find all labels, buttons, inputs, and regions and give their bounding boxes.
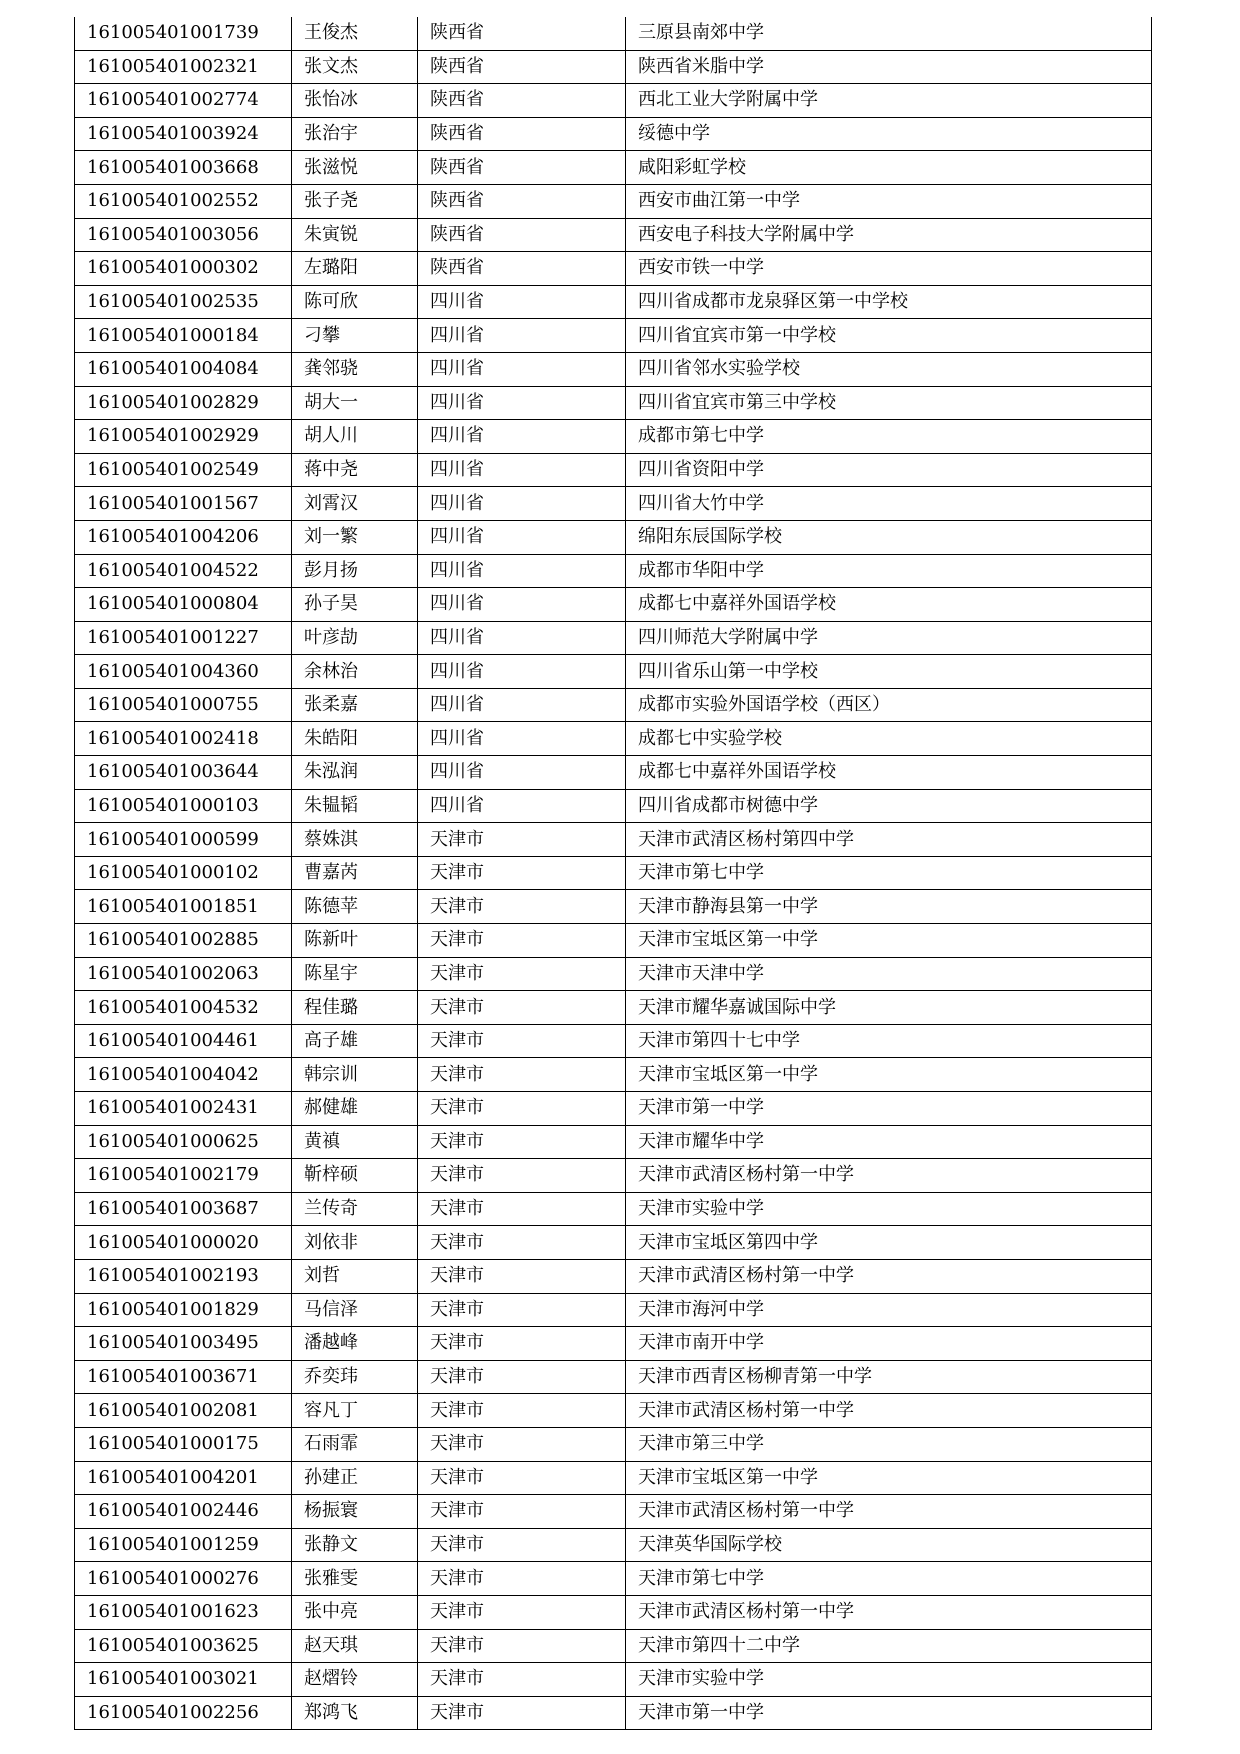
student-name-cell: 刘霄汉 — [292, 487, 418, 521]
table-row — [75, 17, 1152, 50]
school-cell: 成都七中实验学校 — [626, 722, 1152, 756]
registration-id-cell: 161005401002774 — [75, 84, 292, 118]
province-cell: 天津市 — [418, 1595, 626, 1629]
registration-id-cell: 161005401000804 — [75, 588, 292, 622]
province-cell: 天津市 — [418, 1024, 626, 1058]
school-cell: 天津市实验中学 — [626, 1663, 1152, 1697]
registration-id-cell: 161005401002081 — [75, 1394, 292, 1428]
school-cell: 天津市武清区杨村第一中学 — [626, 1595, 1152, 1629]
province-cell: 四川省 — [418, 285, 626, 319]
table-row — [75, 1092, 1152, 1126]
province-cell: 陕西省 — [418, 218, 626, 252]
province-cell: 天津市 — [418, 1461, 626, 1495]
registration-id-cell: 161005401000625 — [75, 1125, 292, 1159]
province-cell: 四川省 — [418, 453, 626, 487]
province-cell: 四川省 — [418, 420, 626, 454]
table-row — [75, 453, 1152, 487]
table-row — [75, 50, 1152, 84]
student-name-cell: 张滋悦 — [292, 151, 418, 185]
province-cell: 天津市 — [418, 1562, 626, 1596]
registration-id-cell: 161005401004532 — [75, 991, 292, 1025]
table-row — [75, 924, 1152, 958]
table-row — [75, 688, 1152, 722]
student-name-cell: 余林治 — [292, 655, 418, 689]
school-cell: 成都市实验外国语学校（西区） — [626, 688, 1152, 722]
student-name-cell: 朱韫韬 — [292, 789, 418, 823]
student-name-cell: 赵天琪 — [292, 1629, 418, 1663]
registration-id-cell: 161005401001227 — [75, 621, 292, 655]
table-row — [75, 991, 1152, 1025]
student-name-cell: 孙子昊 — [292, 588, 418, 622]
school-cell: 天津市第一中学 — [626, 1092, 1152, 1126]
registration-id-cell: 161005401004206 — [75, 520, 292, 554]
registration-id-cell: 161005401004360 — [75, 655, 292, 689]
student-name-cell: 石雨霏 — [292, 1427, 418, 1461]
school-cell: 陕西省米脂中学 — [626, 50, 1152, 84]
province-cell: 四川省 — [418, 621, 626, 655]
table-row — [75, 890, 1152, 924]
registration-id-cell: 161005401003056 — [75, 218, 292, 252]
table-row — [75, 352, 1152, 386]
registration-id-cell: 161005401004201 — [75, 1461, 292, 1495]
roster-page — [74, 17, 1151, 1730]
school-cell: 天津市第七中学 — [626, 1562, 1152, 1596]
table-row — [75, 621, 1152, 655]
table-row — [75, 84, 1152, 118]
table-row — [75, 1327, 1152, 1361]
province-cell: 天津市 — [418, 823, 626, 857]
registration-id-cell: 161005401000103 — [75, 789, 292, 823]
school-cell: 天津市宝坻区第四中学 — [626, 1226, 1152, 1260]
registration-id-cell: 161005401004042 — [75, 1058, 292, 1092]
student-name-cell: 赵熠铃 — [292, 1663, 418, 1697]
school-cell: 西安电子科技大学附属中学 — [626, 218, 1152, 252]
table-row — [75, 520, 1152, 554]
student-name-cell: 潘越峰 — [292, 1327, 418, 1361]
school-cell: 成都七中嘉祥外国语学校 — [626, 588, 1152, 622]
school-cell: 四川省成都市龙泉驿区第一中学校 — [626, 285, 1152, 319]
registration-id-cell: 161005401000184 — [75, 319, 292, 353]
province-cell: 陕西省 — [418, 84, 626, 118]
registration-id-cell: 161005401000020 — [75, 1226, 292, 1260]
registration-id-cell: 161005401002929 — [75, 420, 292, 454]
school-cell: 四川省邻水实验学校 — [626, 352, 1152, 386]
student-name-cell: 胡人川 — [292, 420, 418, 454]
roster-body — [75, 17, 1152, 1730]
student-name-cell: 陈星宇 — [292, 957, 418, 991]
school-cell: 四川省乐山第一中学校 — [626, 655, 1152, 689]
student-name-cell: 张文杰 — [292, 50, 418, 84]
table-row — [75, 1159, 1152, 1193]
school-cell: 四川省资阳中学 — [626, 453, 1152, 487]
province-cell: 陕西省 — [418, 17, 626, 50]
province-cell: 天津市 — [418, 1259, 626, 1293]
table-row — [75, 823, 1152, 857]
province-cell: 陕西省 — [418, 117, 626, 151]
province-cell: 陕西省 — [418, 184, 626, 218]
table-row — [75, 1125, 1152, 1159]
table-row — [75, 789, 1152, 823]
registration-id-cell: 161005401002193 — [75, 1259, 292, 1293]
student-name-cell: 韩宗训 — [292, 1058, 418, 1092]
table-row — [75, 1226, 1152, 1260]
registration-id-cell: 161005401003924 — [75, 117, 292, 151]
province-cell: 天津市 — [418, 1192, 626, 1226]
student-name-cell: 曹嘉芮 — [292, 856, 418, 890]
school-cell: 四川省成都市树德中学 — [626, 789, 1152, 823]
province-cell: 四川省 — [418, 520, 626, 554]
student-name-cell: 叶彦劼 — [292, 621, 418, 655]
school-cell: 天津市第三中学 — [626, 1427, 1152, 1461]
registration-id-cell: 161005401004084 — [75, 352, 292, 386]
table-row — [75, 1696, 1152, 1730]
school-cell: 四川省宜宾市第三中学校 — [626, 386, 1152, 420]
school-cell: 三原县南郊中学 — [626, 17, 1152, 50]
province-cell: 天津市 — [418, 957, 626, 991]
school-cell: 天津市耀华嘉诚国际中学 — [626, 991, 1152, 1025]
student-name-cell: 张治宇 — [292, 117, 418, 151]
table-row — [75, 1528, 1152, 1562]
school-cell: 成都市第七中学 — [626, 420, 1152, 454]
registration-id-cell: 161005401003671 — [75, 1360, 292, 1394]
school-cell: 西北工业大学附属中学 — [626, 84, 1152, 118]
student-name-cell: 黄禛 — [292, 1125, 418, 1159]
province-cell: 四川省 — [418, 554, 626, 588]
registration-id-cell: 161005401000175 — [75, 1427, 292, 1461]
student-name-cell: 程佳璐 — [292, 991, 418, 1025]
registration-id-cell: 161005401002446 — [75, 1495, 292, 1529]
table-row — [75, 1024, 1152, 1058]
school-cell: 四川师范大学附属中学 — [626, 621, 1152, 655]
registration-id-cell: 161005401000102 — [75, 856, 292, 890]
province-cell: 天津市 — [418, 1696, 626, 1730]
registration-id-cell: 161005401001739 — [75, 17, 292, 50]
registration-id-cell: 161005401003625 — [75, 1629, 292, 1663]
student-name-cell: 龚邻骁 — [292, 352, 418, 386]
table-row — [75, 1595, 1152, 1629]
student-name-cell: 张中亮 — [292, 1595, 418, 1629]
registration-id-cell: 161005401001567 — [75, 487, 292, 521]
registration-id-cell: 161005401001851 — [75, 890, 292, 924]
province-cell: 天津市 — [418, 1226, 626, 1260]
student-name-cell: 刁攀 — [292, 319, 418, 353]
table-row — [75, 1629, 1152, 1663]
province-cell: 天津市 — [418, 991, 626, 1025]
province-cell: 四川省 — [418, 688, 626, 722]
registration-id-cell: 161005401003495 — [75, 1327, 292, 1361]
province-cell: 陕西省 — [418, 50, 626, 84]
school-cell: 天津市武清区杨村第一中学 — [626, 1495, 1152, 1529]
school-cell: 天津市武清区杨村第四中学 — [626, 823, 1152, 857]
student-name-cell: 张怡冰 — [292, 84, 418, 118]
registration-id-cell: 161005401000599 — [75, 823, 292, 857]
student-name-cell: 刘一繁 — [292, 520, 418, 554]
registration-id-cell: 161005401004461 — [75, 1024, 292, 1058]
student-name-cell: 彭月扬 — [292, 554, 418, 588]
school-cell: 天津市武清区杨村第一中学 — [626, 1394, 1152, 1428]
registration-id-cell: 161005401002256 — [75, 1696, 292, 1730]
province-cell: 天津市 — [418, 1360, 626, 1394]
student-name-cell: 朱寅锐 — [292, 218, 418, 252]
table-row — [75, 1663, 1152, 1697]
table-row — [75, 151, 1152, 185]
table-row — [75, 756, 1152, 790]
school-cell: 西安市铁一中学 — [626, 252, 1152, 286]
province-cell: 天津市 — [418, 1394, 626, 1428]
table-row — [75, 1058, 1152, 1092]
student-name-cell: 张子尧 — [292, 184, 418, 218]
school-cell: 绥德中学 — [626, 117, 1152, 151]
school-cell: 天津英华国际学校 — [626, 1528, 1152, 1562]
table-row — [75, 1293, 1152, 1327]
school-cell: 天津市静海县第一中学 — [626, 890, 1152, 924]
student-name-cell: 陈新叶 — [292, 924, 418, 958]
province-cell: 四川省 — [418, 319, 626, 353]
table-row — [75, 285, 1152, 319]
table-row — [75, 722, 1152, 756]
table-row — [75, 386, 1152, 420]
school-cell: 天津市武清区杨村第一中学 — [626, 1259, 1152, 1293]
province-cell: 天津市 — [418, 1427, 626, 1461]
student-name-cell: 马信泽 — [292, 1293, 418, 1327]
table-row — [75, 1427, 1152, 1461]
registration-id-cell: 161005401003687 — [75, 1192, 292, 1226]
table-row — [75, 1192, 1152, 1226]
student-name-cell: 乔奕玮 — [292, 1360, 418, 1394]
registration-id-cell: 161005401000302 — [75, 252, 292, 286]
table-row — [75, 420, 1152, 454]
table-row — [75, 1495, 1152, 1529]
registration-id-cell: 161005401001829 — [75, 1293, 292, 1327]
registration-id-cell: 161005401003021 — [75, 1663, 292, 1697]
province-cell: 四川省 — [418, 789, 626, 823]
province-cell: 四川省 — [418, 352, 626, 386]
school-cell: 天津市第四十七中学 — [626, 1024, 1152, 1058]
province-cell: 天津市 — [418, 1092, 626, 1126]
school-cell: 天津市海河中学 — [626, 1293, 1152, 1327]
school-cell: 天津市第四十二中学 — [626, 1629, 1152, 1663]
table-row — [75, 1360, 1152, 1394]
school-cell: 成都七中嘉祥外国语学校 — [626, 756, 1152, 790]
province-cell: 天津市 — [418, 1058, 626, 1092]
table-row — [75, 252, 1152, 286]
student-name-cell: 郝健雄 — [292, 1092, 418, 1126]
table-row — [75, 1461, 1152, 1495]
registration-id-cell: 161005401002829 — [75, 386, 292, 420]
student-name-cell: 杨振寰 — [292, 1495, 418, 1529]
student-name-cell: 王俊杰 — [292, 17, 418, 50]
province-cell: 天津市 — [418, 1293, 626, 1327]
province-cell: 天津市 — [418, 1528, 626, 1562]
registration-id-cell: 161005401000755 — [75, 688, 292, 722]
registration-id-cell: 161005401002549 — [75, 453, 292, 487]
student-name-cell: 朱皓阳 — [292, 722, 418, 756]
school-cell: 天津市宝坻区第一中学 — [626, 1058, 1152, 1092]
student-name-cell: 靳梓硕 — [292, 1159, 418, 1193]
school-cell: 四川省宜宾市第一中学校 — [626, 319, 1152, 353]
province-cell: 天津市 — [418, 856, 626, 890]
registration-id-cell: 161005401002535 — [75, 285, 292, 319]
school-cell: 绵阳东辰国际学校 — [626, 520, 1152, 554]
school-cell: 天津市宝坻区第一中学 — [626, 1461, 1152, 1495]
school-cell: 天津市宝坻区第一中学 — [626, 924, 1152, 958]
school-cell: 天津市耀华中学 — [626, 1125, 1152, 1159]
student-name-cell: 刘哲 — [292, 1259, 418, 1293]
table-row — [75, 1394, 1152, 1428]
table-row — [75, 184, 1152, 218]
registration-id-cell: 161005401001623 — [75, 1595, 292, 1629]
province-cell: 陕西省 — [418, 252, 626, 286]
province-cell: 天津市 — [418, 1495, 626, 1529]
registration-id-cell: 161005401002418 — [75, 722, 292, 756]
school-cell: 咸阳彩虹学校 — [626, 151, 1152, 185]
school-cell: 天津市天津中学 — [626, 957, 1152, 991]
school-cell: 天津市第七中学 — [626, 856, 1152, 890]
school-cell: 天津市实验中学 — [626, 1192, 1152, 1226]
province-cell: 天津市 — [418, 1327, 626, 1361]
student-name-cell: 朱泓润 — [292, 756, 418, 790]
province-cell: 天津市 — [418, 924, 626, 958]
province-cell: 陕西省 — [418, 151, 626, 185]
table-row — [75, 487, 1152, 521]
registration-id-cell: 161005401002431 — [75, 1092, 292, 1126]
student-name-cell: 高子雄 — [292, 1024, 418, 1058]
student-name-cell: 陈德苹 — [292, 890, 418, 924]
province-cell: 四川省 — [418, 487, 626, 521]
registration-id-cell: 161005401002321 — [75, 50, 292, 84]
table-row — [75, 1562, 1152, 1596]
school-cell: 天津市西青区杨柳青第一中学 — [626, 1360, 1152, 1394]
student-name-cell: 张雅雯 — [292, 1562, 418, 1596]
registration-id-cell: 161005401002179 — [75, 1159, 292, 1193]
student-name-cell: 胡大一 — [292, 386, 418, 420]
registration-id-cell: 161005401003644 — [75, 756, 292, 790]
table-row — [75, 319, 1152, 353]
school-cell: 西安市曲江第一中学 — [626, 184, 1152, 218]
school-cell: 四川省大竹中学 — [626, 487, 1152, 521]
registration-id-cell: 161005401002885 — [75, 924, 292, 958]
table-row — [75, 1259, 1152, 1293]
table-row — [75, 856, 1152, 890]
province-cell: 四川省 — [418, 386, 626, 420]
registration-id-cell: 161005401004522 — [75, 554, 292, 588]
province-cell: 天津市 — [418, 1125, 626, 1159]
province-cell: 四川省 — [418, 756, 626, 790]
registration-id-cell: 161005401000276 — [75, 1562, 292, 1596]
province-cell: 天津市 — [418, 890, 626, 924]
student-name-cell: 陈可欣 — [292, 285, 418, 319]
student-name-cell: 左璐阳 — [292, 252, 418, 286]
school-cell: 天津市南开中学 — [626, 1327, 1152, 1361]
registration-id-cell: 161005401002063 — [75, 957, 292, 991]
school-cell: 天津市第一中学 — [626, 1696, 1152, 1730]
registration-id-cell: 161005401003668 — [75, 151, 292, 185]
table-row — [75, 218, 1152, 252]
table-row — [75, 117, 1152, 151]
student-name-cell: 张静文 — [292, 1528, 418, 1562]
school-cell: 成都市华阳中学 — [626, 554, 1152, 588]
student-name-cell: 兰传奇 — [292, 1192, 418, 1226]
province-cell: 四川省 — [418, 588, 626, 622]
student-name-cell: 孙建正 — [292, 1461, 418, 1495]
table-row — [75, 957, 1152, 991]
school-cell: 天津市武清区杨村第一中学 — [626, 1159, 1152, 1193]
table-row — [75, 554, 1152, 588]
table-row — [75, 655, 1152, 689]
province-cell: 四川省 — [418, 722, 626, 756]
student-name-cell: 容凡丁 — [292, 1394, 418, 1428]
registration-id-cell: 161005401002552 — [75, 184, 292, 218]
student-name-cell: 刘依非 — [292, 1226, 418, 1260]
province-cell: 天津市 — [418, 1159, 626, 1193]
table-row — [75, 588, 1152, 622]
student-name-cell: 张柔嘉 — [292, 688, 418, 722]
student-name-cell: 蒋中尧 — [292, 453, 418, 487]
province-cell: 天津市 — [418, 1629, 626, 1663]
registration-id-cell: 161005401001259 — [75, 1528, 292, 1562]
student-name-cell: 蔡姝淇 — [292, 823, 418, 857]
student-name-cell: 郑鸿飞 — [292, 1696, 418, 1730]
roster-table — [74, 17, 1152, 1730]
province-cell: 四川省 — [418, 655, 626, 689]
province-cell: 天津市 — [418, 1663, 626, 1697]
